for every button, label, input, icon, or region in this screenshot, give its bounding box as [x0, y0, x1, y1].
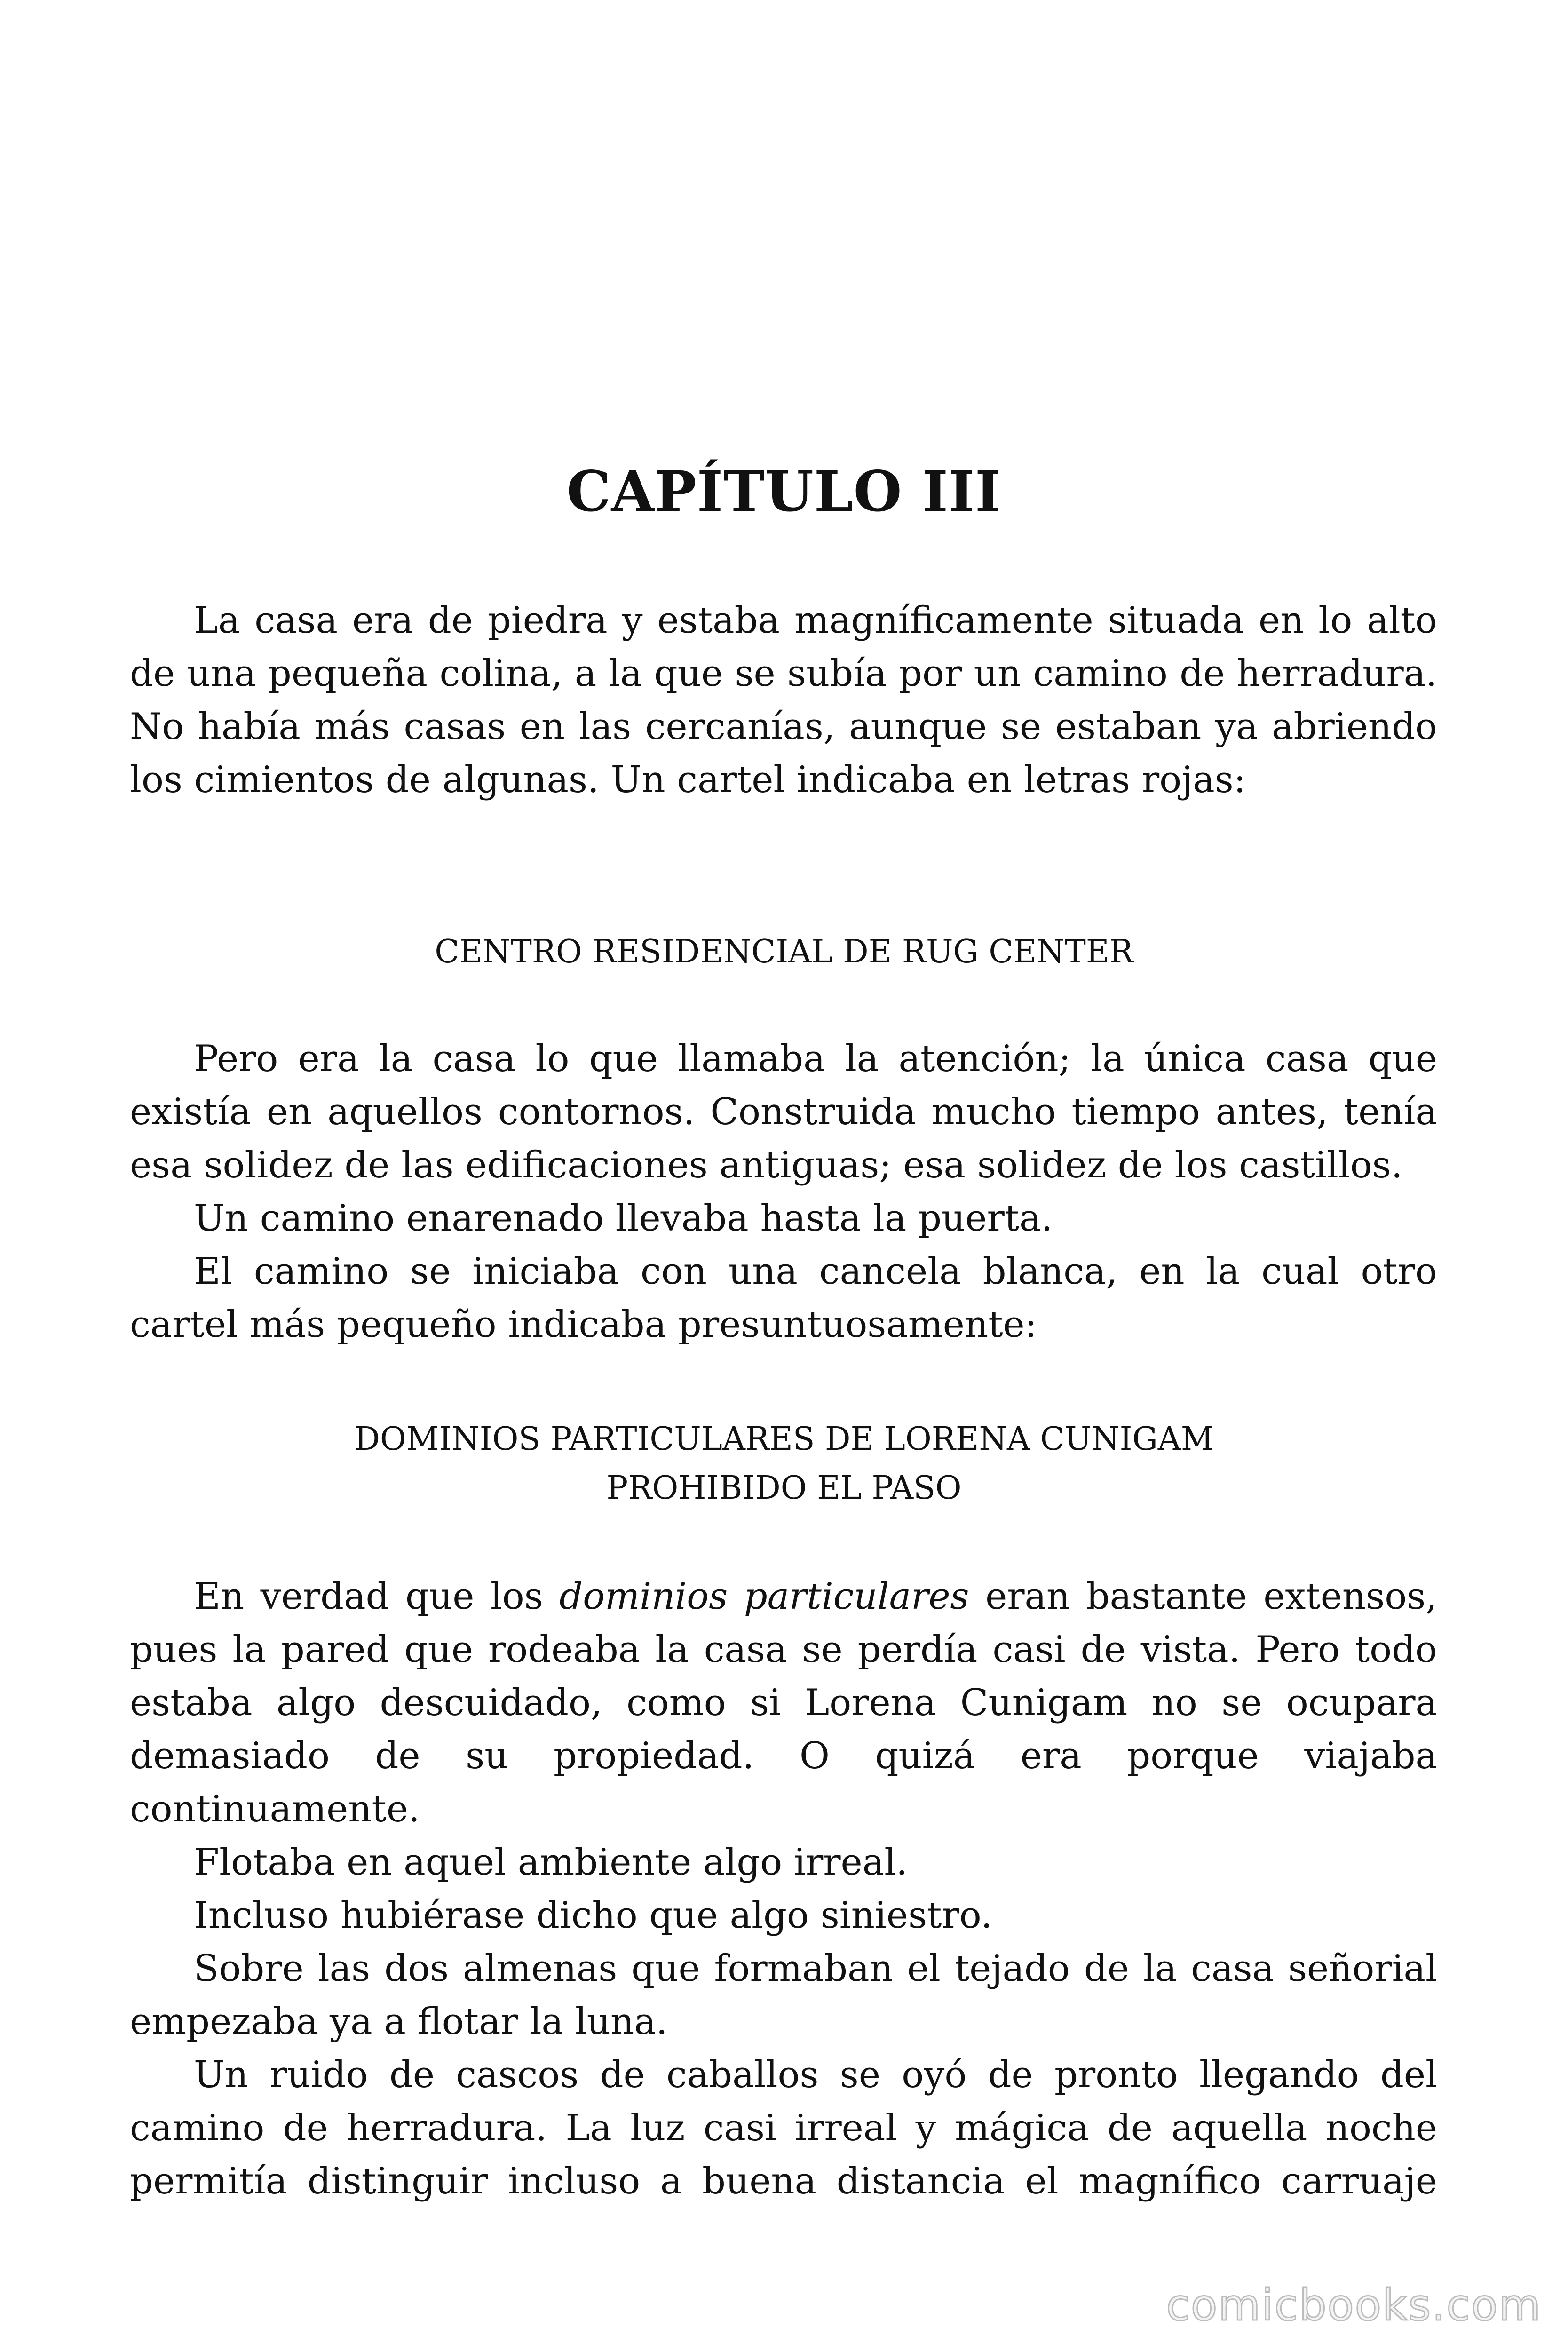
paragraph: Incluso hubiérase dicho que algo siniestro.: [194, 1894, 993, 1937]
text-block-house: [130, 1033, 1437, 1351]
text-run: eran bastante extensos, pues la pared que rodeaba la casa se perdía casi de vista. Pero todo estaba algo descuidado, como si Lorena Cunigam no se ocupara demasiado de su propiedad. O quizá era porque viajaba continuamente.: [130, 1575, 1437, 1830]
paragraph: Pero era la casa lo que llamaba la atención; la única casa que existía en aquellos contornos. Construida mucho tiempo antes, tenía esa solidez de las edificaciones antiguas; esa solidez de los castillos.: [130, 1038, 1437, 1186]
paragraph: Sobre las dos almenas que formaban el tejado de la casa señorial empezaba ya a flotar la luna.: [130, 1947, 1437, 2043]
paragraph: El camino se iniciaba con una cancela blanca, en la cual otro cartel más pequeño indicaba presuntuosamente:: [130, 1250, 1437, 1346]
paragraph: La casa era de piedra y estaba magníficamente situada en lo alto de una pequeña colina, a la que se subía por un camino de herradura. No había más casas en las cercanías, aunque se estaban ya abriendo los cimientos de algunas. Un cartel indicaba en letras rojas:: [130, 599, 1437, 801]
text-run: En verdad que los: [194, 1575, 560, 1618]
sign-line: DOMINIOS PARTICULARES DE LORENA CUNIGAM: [354, 1421, 1214, 1458]
paragraph: Un camino enarenado llevaba hasta la puerta.: [194, 1197, 1053, 1240]
italic-phrase: dominios particulares: [559, 1575, 969, 1618]
paragraph: [130, 1570, 1437, 1836]
chapter-title: CAPÍTULO III: [566, 459, 1002, 524]
sign-line: PROHIBIDO EL PASO: [606, 1470, 962, 1507]
paragraph: Flotaba en aquel ambiente algo irreal.: [194, 1841, 908, 1883]
text-block-opening: [130, 594, 1437, 807]
watermark-logo: comicbooks.com: [1166, 2280, 1542, 2330]
paragraph: Un ruido de cascos de caballos se oyó de pronto llegando del camino de herradura. La luz casi irreal y mágica de aquella noche permitía distinguir incluso a buena distancia el magnífico carruaje: [130, 2054, 1437, 2202]
text-block-closing: [130, 1570, 1437, 2208]
sign-text-rug-center: CENTRO RESIDENCIAL DE RUG CENTER: [435, 933, 1133, 970]
